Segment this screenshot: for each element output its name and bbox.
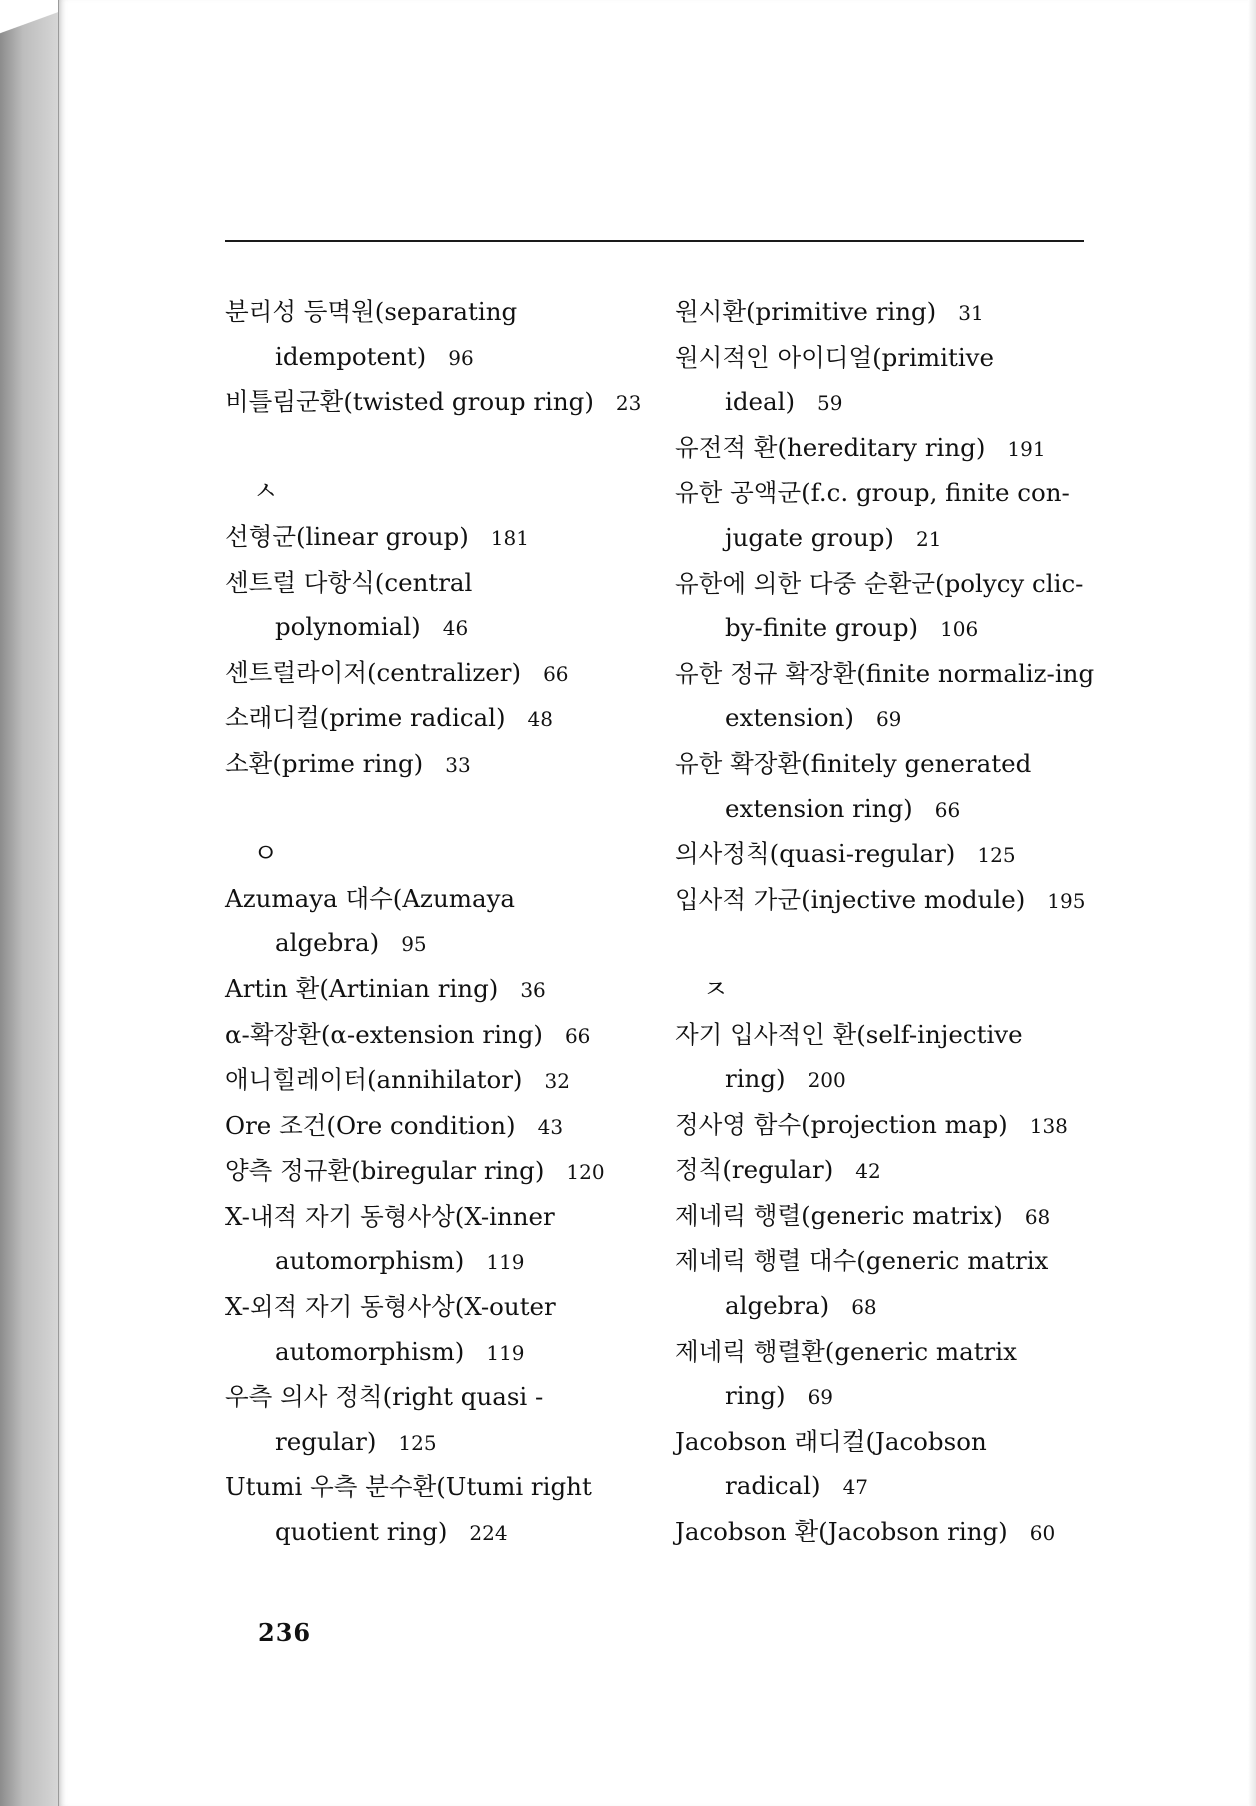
index-term: 소래디컬(prime radical) — [225, 703, 506, 733]
index-entry — [225, 1149, 645, 1195]
index-term: 소환(prime ring) — [225, 748, 424, 778]
index-entry — [675, 1148, 1105, 1194]
index-entry — [225, 742, 645, 788]
index-entry — [225, 967, 645, 1013]
index-page-ref: 106 — [940, 617, 979, 642]
index-entry — [225, 515, 645, 561]
index-term: 원시적인 아이디얼(primitive ideal) — [675, 342, 995, 417]
index-term: Artin 환(Artinian ring) — [225, 973, 499, 1003]
index-entry — [675, 1330, 1105, 1420]
index-section-heading: ㅅ — [253, 477, 279, 508]
index-term: 입사적 가군(injective module) — [675, 884, 1026, 914]
index-page-ref: 69 — [875, 707, 902, 732]
index-term: 정칙(regular) — [675, 1155, 834, 1185]
index-page-ref: 195 — [1047, 888, 1086, 913]
index-entry — [675, 832, 1105, 878]
index-term: 유한 정규 확장환(finite normaliz-ing extension) — [675, 658, 1095, 733]
index-term: X-내적 자기 동형사상(X-inner automorphism) — [225, 1201, 555, 1276]
index-entry — [225, 651, 645, 697]
index-page-ref: 60 — [1029, 1521, 1056, 1546]
index-term: Jacobson 래디컬(Jacobson radical) — [675, 1426, 987, 1501]
index-term: 애니힐레이터(annihilator) — [225, 1065, 523, 1095]
index-page-ref: 66 — [564, 1023, 591, 1048]
index-section-heading: ㅈ — [703, 974, 729, 1005]
index-term: 제네릭 행렬 대수(generic matrix algebra) — [675, 1246, 1049, 1321]
index-term: 원시환(primitive ring) — [675, 297, 937, 326]
index-page-ref: 59 — [817, 391, 843, 416]
index-term: 자기 입사적인 환(self-injective ring) — [675, 1019, 1023, 1094]
index-page-ref: 125 — [398, 1430, 437, 1455]
index-page-ref: 43 — [537, 1114, 564, 1139]
index-entry — [225, 1013, 645, 1059]
index-term: 선형군(linear group) — [225, 521, 469, 551]
index-page-ref: 47 — [842, 1475, 869, 1500]
index-entry — [225, 561, 645, 651]
index-entry — [675, 290, 1105, 336]
index-page-ref: 119 — [486, 1250, 525, 1275]
index-page-ref: 46 — [442, 616, 469, 641]
index-page-ref: 138 — [1029, 1113, 1068, 1138]
index-entry — [675, 1103, 1105, 1149]
index-term: Ore 조건(Ore condition) — [225, 1110, 516, 1140]
index-entry — [225, 380, 645, 426]
index-page-ref: 95 — [401, 932, 427, 957]
index-entry — [225, 877, 645, 967]
index-page-ref: 181 — [490, 525, 529, 550]
index-term: Azumaya 대수(Azumaya algebra) — [225, 883, 516, 958]
index-page-ref: 48 — [527, 707, 553, 732]
index-entry — [675, 652, 1105, 742]
index-page-ref: 191 — [1007, 436, 1046, 461]
page-edge — [1248, 0, 1256, 1806]
index-page-ref: 68 — [851, 1295, 877, 1320]
index-term: 정사영 함수(projection map) — [675, 1109, 1008, 1139]
book-spine — [0, 0, 58, 1806]
index-page-ref: 21 — [915, 526, 942, 551]
index-term: 유한 확장환(finitely generated extension ring) — [675, 748, 1032, 823]
index-entry — [225, 1465, 645, 1555]
index-term: 분리성 등멱원(separating idempotent) — [225, 297, 518, 371]
index-entry — [225, 696, 645, 742]
index-entry — [225, 1375, 645, 1465]
index-entry — [675, 1013, 1105, 1103]
index-entry — [675, 336, 1105, 426]
index-term: 센트럴라이저(centralizer) — [225, 657, 522, 687]
index-entry — [225, 290, 645, 380]
index-term: 우측 의사 정칙(right quasi -regular) — [225, 1382, 544, 1456]
index-term: 제네릭 행렬(generic matrix) — [675, 1200, 1003, 1230]
index-column-left — [225, 290, 645, 1556]
header-rule — [225, 240, 1084, 242]
index-term: 유한에 의한 다중 순환군(polycy clic-by-finite group) — [675, 568, 1084, 643]
index-page-ref: 119 — [486, 1340, 525, 1365]
index-entry — [675, 562, 1105, 652]
index-term: X-외적 자기 동형사상(X-outer automorphism) — [225, 1292, 556, 1366]
index-page-ref: 36 — [520, 977, 546, 1002]
index-entry — [225, 1285, 645, 1375]
index-entry — [225, 1195, 645, 1285]
index-term: 센트럴 다항식(central polynomial) — [225, 567, 473, 642]
index-page-ref: 33 — [445, 752, 471, 777]
index-page-ref: 23 — [615, 391, 642, 416]
index-entry — [675, 471, 1105, 561]
index-entry — [225, 1058, 645, 1104]
index-entry — [675, 1239, 1105, 1329]
index-page-ref: 32 — [544, 1069, 570, 1094]
index-entry — [675, 1194, 1105, 1240]
index-section-heading: ㅇ — [253, 839, 279, 870]
index-term: 제네릭 행렬환(generic matrix ring) — [675, 1336, 1017, 1411]
index-page-ref: 120 — [566, 1160, 605, 1185]
book-spine-corner — [0, 0, 60, 44]
index-page-ref: 224 — [469, 1521, 508, 1546]
index-page-ref: 31 — [958, 301, 984, 325]
index-column-right — [675, 290, 1105, 1556]
index-page-ref: 66 — [543, 661, 569, 686]
index-entry — [675, 742, 1105, 832]
index-entry — [675, 426, 1105, 472]
index-page-ref: 200 — [807, 1068, 846, 1093]
index-entry — [675, 1510, 1105, 1556]
index-term: 유한 공액군(f.c. group, finite con-jugate group) — [675, 478, 1070, 552]
index-page-ref: 42 — [855, 1159, 881, 1184]
index-entry — [225, 1104, 645, 1150]
index-term: Jacobson 환(Jacobson ring) — [675, 1517, 1008, 1547]
index-term: 유전적 환(hereditary ring) — [675, 432, 986, 462]
index-page-ref: 125 — [977, 843, 1016, 868]
index-entry — [675, 878, 1105, 924]
index-term: Utumi 우측 분수환(Utumi right quotient ring) — [225, 1472, 592, 1547]
index-term: 의사정칙(quasi-regular) — [675, 839, 956, 869]
index-entry — [675, 1420, 1105, 1510]
index-term: 양측 정규환(biregular ring) — [225, 1156, 545, 1186]
index-page-ref: 66 — [934, 797, 961, 822]
index-page-ref: 96 — [448, 345, 474, 370]
index-page-ref: 68 — [1024, 1204, 1051, 1229]
index-term: α-확장환(α-extension ring) — [225, 1019, 543, 1049]
page-number: 236 — [258, 1618, 312, 1647]
index-term: 비틀림군환(twisted group ring) — [225, 387, 594, 417]
index-page-ref: 69 — [807, 1385, 834, 1410]
